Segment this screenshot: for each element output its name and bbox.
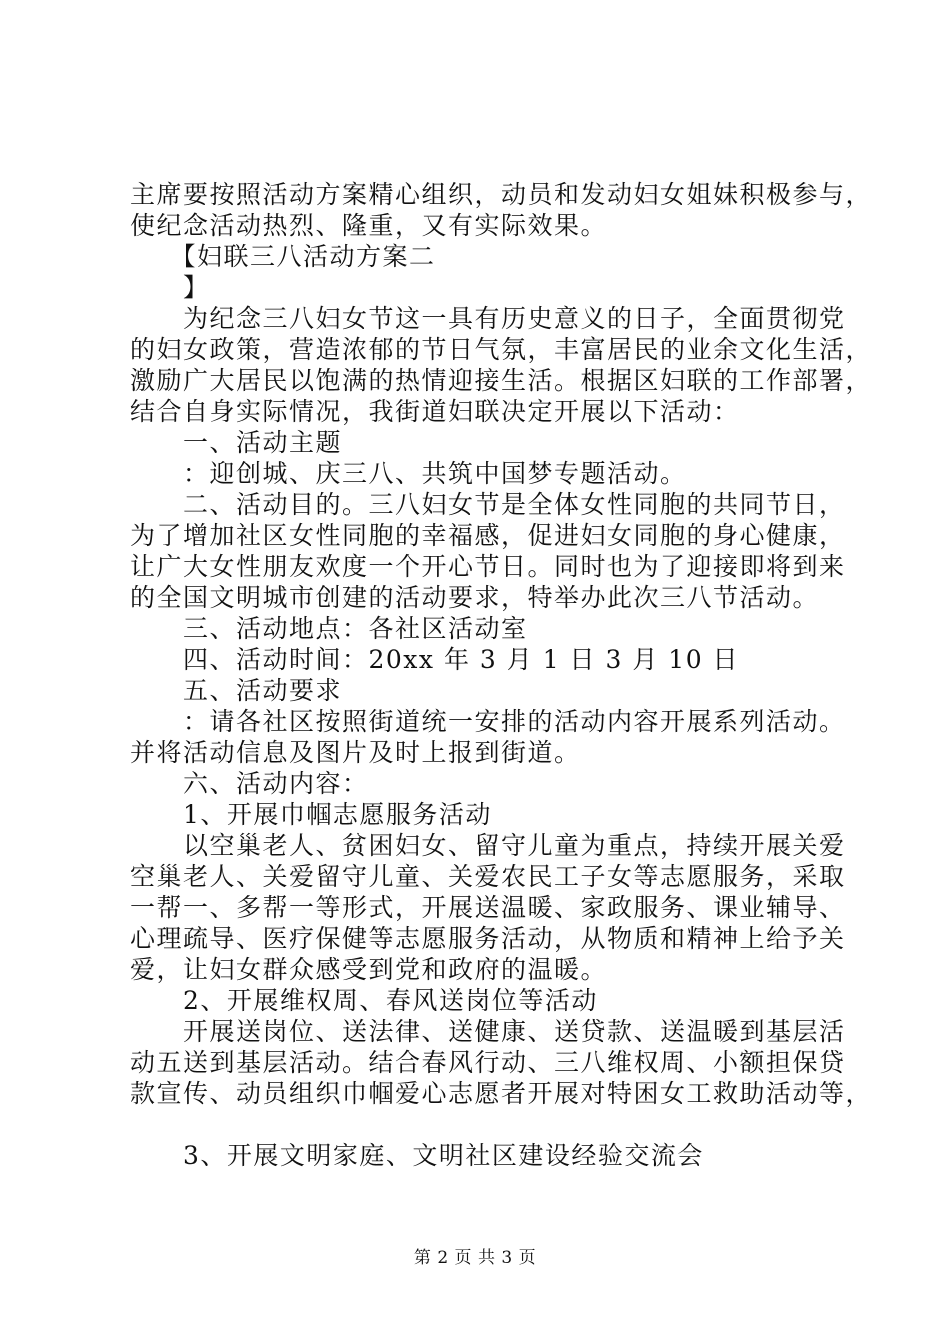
item-heading: 一、活动主题	[130, 428, 343, 457]
page-footer: 第 2 页 共 3 页	[413, 1248, 537, 1268]
text-line: 以空巢老人、贫困妇女、留守儿童为重点，持续开展关爱	[130, 831, 846, 860]
item-heading: 二、活动目的。三八妇女节是全体女性同胞的共同节日，	[130, 490, 846, 519]
text-line: 爱，让妇女群众感受到党和政府的温暖。	[130, 955, 608, 984]
text-line: 为了增加社区女性同胞的幸福感，促进妇女同胞的身心健康，	[130, 521, 846, 550]
text-line: 的妇女政策，营造浓郁的节日气氛，丰富居民的业余文化生活，	[130, 335, 873, 364]
text-line: 为纪念三八妇女节这一具有历史意义的日子，全面贯彻党	[130, 304, 846, 333]
text-line: 空巢老人、关爱留守儿童、关爱农民工子女等志愿服务，采取	[130, 862, 846, 891]
text-line: 使纪念活动热烈、隆重，又有实际效果。	[130, 211, 608, 240]
section-heading: 【妇联三八活动方案二	[130, 242, 436, 271]
item-heading: 三、活动地点：各社区活动室	[130, 614, 528, 643]
text-line: 并将活动信息及图片及时上报到街道。	[130, 738, 581, 767]
text-line: 的全国文明城市创建的活动要求，特举办此次三八节活动。	[130, 583, 820, 612]
item-heading: 五、活动要求	[130, 676, 343, 705]
text-line: 开展送岗位、送法律、送健康、送贷款、送温暖到基层活	[130, 1017, 846, 1046]
text-line: ：请各社区按照街道统一安排的活动内容开展系列活动。	[130, 707, 846, 736]
text-line: 主席要按照活动方案精心组织，动员和发动妇女姐妹积极参与，	[130, 180, 873, 209]
sub-item-heading: 3、开展文明家庭、文明社区建设经验交流会	[130, 1141, 704, 1170]
text-line: 结合自身实际情况，我街道妇联决定开展以下活动：	[130, 397, 740, 426]
text-line: ：迎创城、庆三八、共筑中国梦专题活动。	[130, 459, 687, 488]
text-line: 款宣传、动员组织巾帼爱心志愿者开展对特困女工救助活动等，	[130, 1079, 873, 1108]
text-line: 激励广大居民以饱满的热情迎接生活。根据区妇联的工作部署，	[130, 366, 873, 395]
item-heading: 四、活动时间：20xx 年 3 月 1 日 3 月 10 日	[130, 645, 740, 674]
sub-item-heading: 1、开展巾帼志愿服务活动	[130, 800, 492, 829]
text-line: 心理疏导、医疗保健等志愿服务活动，从物质和精神上给予关	[130, 924, 846, 953]
text-line: 一帮一、多帮一等形式，开展送温暖、家政服务、课业辅导、	[130, 893, 846, 922]
text-line: 让广大女性朋友欢度一个开心节日。同时也为了迎接即将到来	[130, 552, 846, 581]
sub-item-heading: 2、开展维权周、春风送岗位等活动	[130, 986, 598, 1015]
text-line: 动五送到基层活动。结合春风行动、三八维权周、小额担保贷	[130, 1048, 846, 1077]
item-heading: 六、活动内容：	[130, 769, 369, 798]
section-heading: 】	[130, 273, 210, 302]
